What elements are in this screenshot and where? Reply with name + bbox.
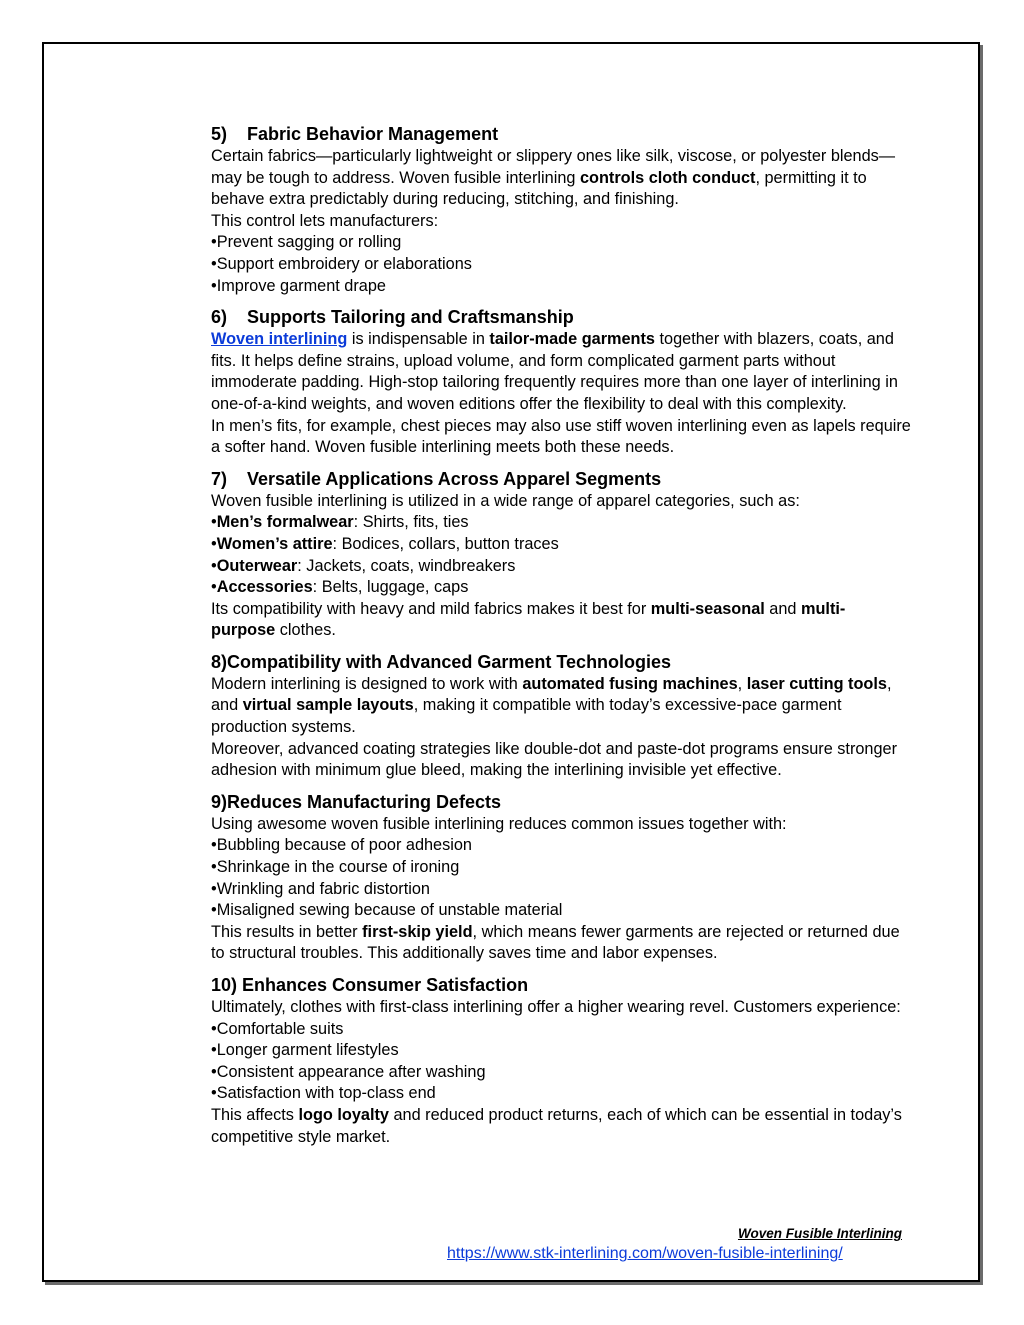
bullet-item: [211, 556, 911, 578]
bullet-item: [211, 534, 911, 556]
text: This results in better: [211, 922, 363, 941]
paragraph: [211, 674, 911, 739]
bullet-item: • Shrinkage in the course of ironing: [211, 857, 911, 879]
bullet-item: • Longer garment lifestyles: [211, 1040, 911, 1062]
bold-text: automated fusing machines: [522, 674, 738, 693]
paragraph: Ultimately, clothes with first-class interlining offer a higher wearing revel. Customers experience:: [211, 998, 901, 1016]
text: , which means fewer garments are rejected or returned due to structural troubles. This additionally saves time and labor expenses.: [211, 922, 900, 963]
bullet-item: • Prevent sagging or rolling: [211, 232, 911, 254]
bold-text: Men’s formalwear: [216, 513, 354, 532]
bullet-item: • Comfortable suits: [211, 1019, 911, 1041]
footer-url-link[interactable]: https://www.stk-interlining.com/woven-fusible-interlining/: [447, 1245, 843, 1262]
paragraph: [211, 1105, 911, 1148]
section-5: [211, 122, 911, 297]
section-6: [211, 305, 911, 459]
section-heading: [211, 122, 911, 146]
text: , permitting it to behave extra predictably during reducing, stitching, and finishing.: [211, 168, 867, 209]
bullet-item: • Improve garment drape: [211, 276, 911, 298]
text: together with blazers, coats, and fits. It helps define strains, upload volume, and form complicated garment parts without immoderate padding. High-stop tailoring frequently requires more than one layer of interlining in one-of-a-kind weights, and woven editions offer the flexibility to deal with this complexity.: [211, 330, 898, 413]
section-7: [211, 467, 911, 642]
paragraph: Woven fusible interlining is utilized in a wide range of apparel categories, such as:: [211, 491, 800, 510]
bold-text: Accessories: [216, 578, 313, 597]
bullet-item: • Consistent appearance after washing: [211, 1062, 911, 1084]
bullet-item: • Bubbling because of poor adhesion: [211, 835, 911, 857]
heading-text: Fabric Behavior Management: [247, 124, 499, 144]
bullet-item: [211, 512, 911, 534]
section-9: [211, 790, 911, 965]
text: : Belts, luggage, caps: [312, 578, 469, 597]
section-heading: [211, 305, 911, 329]
document-body: [211, 122, 911, 1156]
bullet-item: • Support embroidery or elaborations: [211, 254, 911, 276]
text: Modern interlining is designed to work with: [211, 674, 523, 693]
text: This affects: [211, 1105, 299, 1124]
section-number: 7): [211, 468, 228, 489]
section-10: [211, 973, 911, 1148]
section-heading: [211, 467, 911, 491]
text: reduced product returns: [425, 1105, 599, 1124]
section-heading: 8)Compatibility with Advanced Garment Technologies: [211, 651, 672, 672]
text: , each of which can be essential in today’s competitive style market.: [211, 1105, 902, 1146]
section-number: 5): [211, 124, 228, 144]
bold-text: multi- purpose: [211, 599, 846, 640]
bullet-item: • Wrinkling and fabric distortion: [211, 879, 911, 901]
bullet-item: • Satisfaction with top-class end: [211, 1083, 911, 1105]
text: clothes.: [275, 621, 336, 640]
footer-title: Woven Fusible Interlining: [737, 1226, 902, 1241]
bullet-item: • Misaligned sewing because of unstable material: [211, 900, 911, 922]
woven-interlining-link[interactable]: Woven interlining: [211, 330, 348, 349]
bold-text: virtual sample layouts: [242, 696, 414, 715]
paragraph: In men’s fits, for example, chest pieces may also use stiff woven interlining even as lapels require a softer hand. Woven fusible interlining meets both these needs.: [211, 416, 911, 457]
bold-text: controls cloth conduct: [579, 168, 756, 187]
bold-text: multi-seasonal: [650, 599, 765, 618]
bold-text: laser cutting tools: [746, 674, 887, 693]
paragraph: [211, 329, 911, 415]
text: Certain fabrics—particularly lightweight or slippery ones like silk, viscose, or polyester blends— may be tough to address. Woven fusible interlining: [211, 147, 896, 187]
text: : Bodices, collars, button traces: [332, 534, 559, 553]
paragraph: [211, 599, 911, 642]
bullet-item: [211, 577, 911, 599]
bold-text: tailor-made garments: [489, 330, 655, 349]
text: : Shirts, fits, ties: [353, 513, 469, 532]
bold-text: Women’s attire: [216, 534, 333, 553]
text: and: [388, 1105, 426, 1124]
section-heading: 10) Enhances Consumer Satisfaction: [211, 975, 529, 995]
text: and: [764, 599, 801, 618]
text: Its compatibility with heavy and mild fabrics makes it best for: [211, 599, 651, 618]
text: : Jackets, coats, windbreakers: [297, 556, 516, 575]
paragraph: Moreover, advanced coating strategies like double-dot and paste-dot programs ensure stronger adhesion with minimum glue bleed, making the interlining invisible yet effective.: [211, 739, 898, 780]
paragraph: This control lets manufacturers:: [211, 211, 439, 230]
heading-text: Versatile Applications Across Apparel Segments: [247, 468, 662, 489]
paragraph: [211, 146, 911, 211]
text: ,: [737, 674, 747, 693]
section-number: 6): [211, 307, 228, 328]
bold-text: logo loyalty: [298, 1105, 389, 1124]
paragraph: Using awesome woven fusible interlining reduces common issues together with:: [211, 814, 787, 833]
section-heading: 9)Reduces Manufacturing Defects: [211, 791, 502, 812]
heading-text: Supports Tailoring and Craftsmanship: [247, 307, 574, 328]
section-8: [211, 650, 911, 782]
paragraph: [211, 922, 911, 965]
bold-text: first-skip yield: [362, 922, 473, 941]
text: , making it compatible with today’s excessive-pace garment production systems.: [211, 696, 842, 737]
bold-text: Outerwear: [216, 556, 298, 575]
text: is indispensable in: [347, 330, 490, 349]
text: , and: [211, 674, 892, 715]
